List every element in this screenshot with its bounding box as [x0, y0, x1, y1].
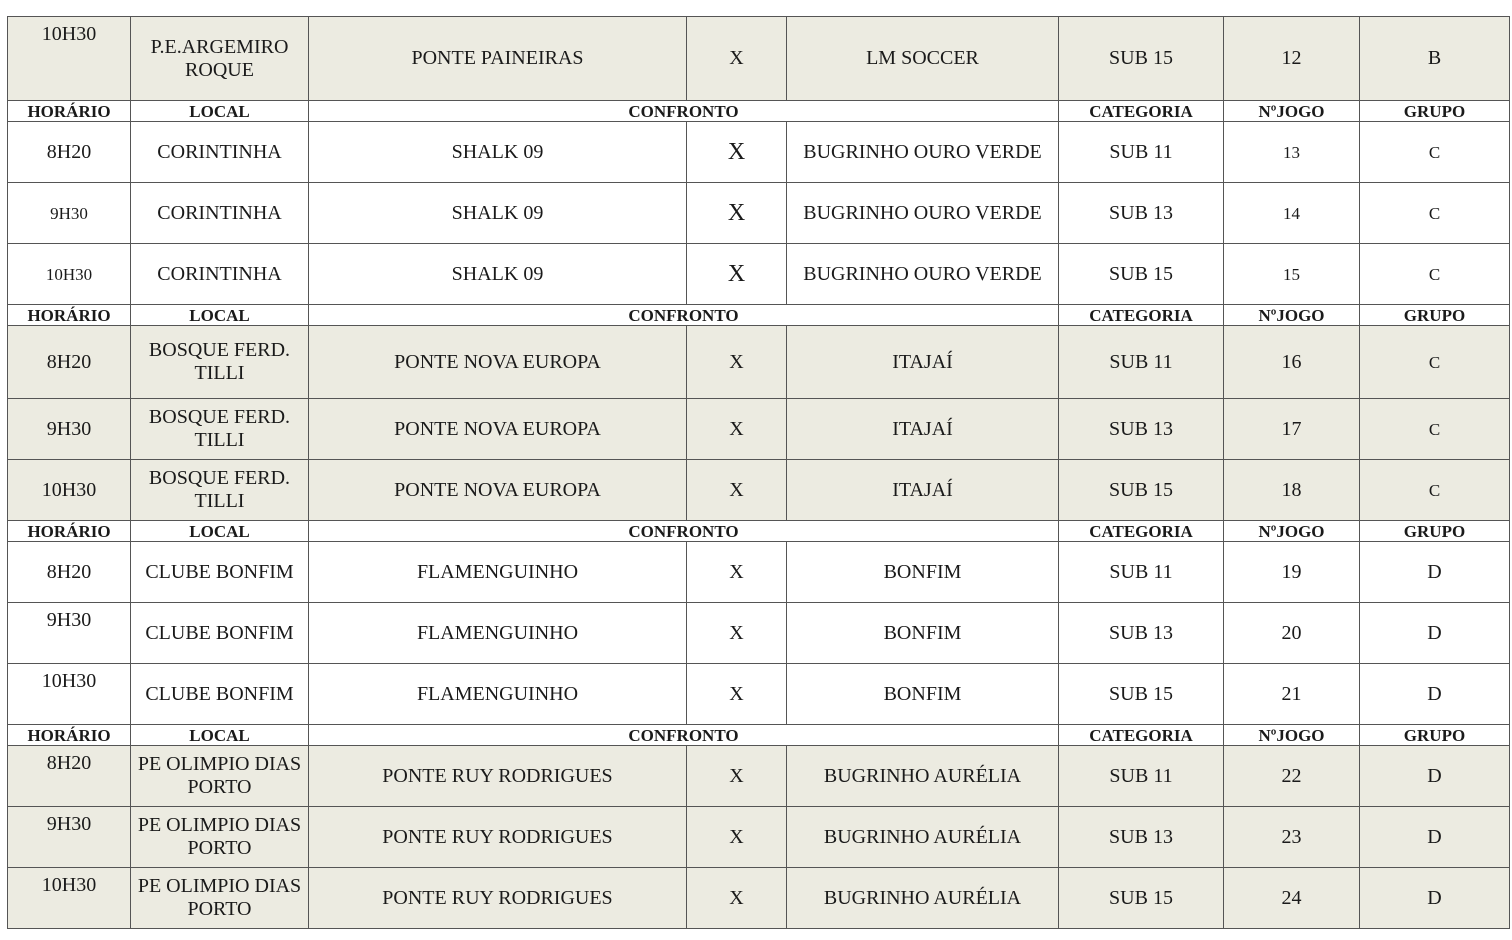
away-team-cell: BONFIM: [787, 542, 1059, 603]
time-cell: 8H20: [8, 122, 131, 183]
away-team-cell: BUGRINHO AURÉLIA: [787, 807, 1059, 868]
away-team-cell: ITAJAÍ: [787, 460, 1059, 521]
game-number-cell: 20: [1224, 603, 1360, 664]
game-row: [8, 746, 1510, 807]
game-number-cell: 22: [1224, 746, 1360, 807]
local-cell: PE OLIMPIO DIAS PORTO: [131, 807, 309, 868]
home-team-cell: PONTE RUY RODRIGUES: [309, 868, 687, 929]
game-row: [8, 807, 1510, 868]
local-cell: CLUBE BONFIM: [131, 603, 309, 664]
header-categoria: CATEGORIA: [1059, 521, 1224, 542]
group-cell: C: [1360, 399, 1510, 460]
local-cell: CORINTINHA: [131, 244, 309, 305]
away-team-cell: BUGRINHO AURÉLIA: [787, 746, 1059, 807]
game-number-cell: 17: [1224, 399, 1360, 460]
header-row: [8, 101, 1510, 122]
header-grupo: GRUPO: [1360, 725, 1510, 746]
header-horario: HORÁRIO: [8, 725, 131, 746]
versus-cell: X: [687, 664, 787, 725]
category-cell: SUB 13: [1059, 183, 1224, 244]
header-horario: HORÁRIO: [8, 521, 131, 542]
game-row: [8, 460, 1510, 521]
game-row: [8, 664, 1510, 725]
time-cell: 8H20: [8, 542, 131, 603]
game-number-cell: 13: [1224, 122, 1360, 183]
group-cell: C: [1360, 183, 1510, 244]
versus-cell: X: [687, 746, 787, 807]
versus-cell: X: [687, 17, 787, 101]
header-local: LOCAL: [131, 521, 309, 542]
game-row: [8, 326, 1510, 399]
game-number-cell: 16: [1224, 326, 1360, 399]
game-row: [8, 603, 1510, 664]
versus-cell: X: [687, 122, 787, 183]
category-cell: SUB 13: [1059, 399, 1224, 460]
group-cell: C: [1360, 122, 1510, 183]
local-cell: PE OLIMPIO DIAS PORTO: [131, 868, 309, 929]
category-cell: SUB 11: [1059, 326, 1224, 399]
header-jogo: NºJOGO: [1224, 101, 1360, 122]
time-cell: 10H30: [8, 460, 131, 521]
header-grupo: GRUPO: [1360, 305, 1510, 326]
category-cell: SUB 15: [1059, 868, 1224, 929]
away-team-cell: ITAJAÍ: [787, 399, 1059, 460]
home-team-cell: PONTE NOVA EUROPA: [309, 460, 687, 521]
group-cell: B: [1360, 17, 1510, 101]
away-team-cell: BUGRINHO OURO VERDE: [787, 244, 1059, 305]
header-grupo: GRUPO: [1360, 521, 1510, 542]
time-cell: 9H30: [8, 183, 131, 244]
local-cell: CORINTINHA: [131, 122, 309, 183]
game-row: [8, 244, 1510, 305]
category-cell: SUB 15: [1059, 664, 1224, 725]
game-row: [8, 17, 1510, 101]
schedule-table: [7, 16, 1510, 929]
away-team-cell: LM SOCCER: [787, 17, 1059, 101]
versus-cell: X: [687, 326, 787, 399]
time-cell: 9H30: [8, 807, 131, 868]
game-number-cell: 18: [1224, 460, 1360, 521]
away-team-cell: BONFIM: [787, 603, 1059, 664]
header-horario: HORÁRIO: [8, 101, 131, 122]
versus-cell: X: [687, 244, 787, 305]
schedule-body: [8, 17, 1510, 929]
game-row: [8, 399, 1510, 460]
time-cell: 10H30: [8, 664, 131, 725]
game-number-cell: 23: [1224, 807, 1360, 868]
header-jogo: NºJOGO: [1224, 305, 1360, 326]
time-cell: 10H30: [8, 17, 131, 101]
time-cell: 10H30: [8, 244, 131, 305]
versus-cell: X: [687, 603, 787, 664]
local-cell: CORINTINHA: [131, 183, 309, 244]
local-cell: CLUBE BONFIM: [131, 664, 309, 725]
home-team-cell: PONTE NOVA EUROPA: [309, 326, 687, 399]
header-jogo: NºJOGO: [1224, 521, 1360, 542]
game-number-cell: 24: [1224, 868, 1360, 929]
local-cell: PE OLIMPIO DIAS PORTO: [131, 746, 309, 807]
group-cell: C: [1360, 326, 1510, 399]
time-cell: 9H30: [8, 603, 131, 664]
away-team-cell: ITAJAÍ: [787, 326, 1059, 399]
home-team-cell: FLAMENGUINHO: [309, 542, 687, 603]
header-jogo: NºJOGO: [1224, 725, 1360, 746]
category-cell: SUB 15: [1059, 244, 1224, 305]
header-local: LOCAL: [131, 305, 309, 326]
home-team-cell: SHALK 09: [309, 183, 687, 244]
local-cell: BOSQUE FERD. TILLI: [131, 460, 309, 521]
home-team-cell: SHALK 09: [309, 122, 687, 183]
away-team-cell: BUGRINHO OURO VERDE: [787, 122, 1059, 183]
group-cell: C: [1360, 244, 1510, 305]
home-team-cell: PONTE RUY RODRIGUES: [309, 807, 687, 868]
header-confronto: CONFRONTO: [309, 521, 1059, 542]
local-cell: BOSQUE FERD. TILLI: [131, 326, 309, 399]
versus-cell: X: [687, 868, 787, 929]
game-number-cell: 19: [1224, 542, 1360, 603]
away-team-cell: BUGRINHO AURÉLIA: [787, 868, 1059, 929]
group-cell: D: [1360, 542, 1510, 603]
home-team-cell: SHALK 09: [309, 244, 687, 305]
header-row: [8, 725, 1510, 746]
group-cell: D: [1360, 746, 1510, 807]
game-number-cell: 21: [1224, 664, 1360, 725]
header-confronto: CONFRONTO: [309, 725, 1059, 746]
group-cell: D: [1360, 664, 1510, 725]
game-row: [8, 122, 1510, 183]
game-number-cell: 15: [1224, 244, 1360, 305]
header-local: LOCAL: [131, 101, 309, 122]
time-cell: 8H20: [8, 326, 131, 399]
versus-cell: X: [687, 807, 787, 868]
game-number-cell: 14: [1224, 183, 1360, 244]
group-cell: D: [1360, 807, 1510, 868]
category-cell: SUB 13: [1059, 807, 1224, 868]
group-cell: D: [1360, 868, 1510, 929]
local-cell: BOSQUE FERD. TILLI: [131, 399, 309, 460]
home-team-cell: FLAMENGUINHO: [309, 664, 687, 725]
category-cell: SUB 13: [1059, 603, 1224, 664]
group-cell: D: [1360, 603, 1510, 664]
versus-cell: X: [687, 183, 787, 244]
header-confronto: CONFRONTO: [309, 101, 1059, 122]
away-team-cell: BONFIM: [787, 664, 1059, 725]
header-categoria: CATEGORIA: [1059, 101, 1224, 122]
category-cell: SUB 11: [1059, 746, 1224, 807]
time-cell: 9H30: [8, 399, 131, 460]
home-team-cell: PONTE PAINEIRAS: [309, 17, 687, 101]
game-row: [8, 542, 1510, 603]
header-row: [8, 521, 1510, 542]
time-cell: 8H20: [8, 746, 131, 807]
home-team-cell: PONTE NOVA EUROPA: [309, 399, 687, 460]
category-cell: SUB 11: [1059, 542, 1224, 603]
home-team-cell: PONTE RUY RODRIGUES: [309, 746, 687, 807]
versus-cell: X: [687, 460, 787, 521]
local-cell: P.E.ARGEMIRO ROQUE: [131, 17, 309, 101]
local-cell: CLUBE BONFIM: [131, 542, 309, 603]
time-cell: 10H30: [8, 868, 131, 929]
group-cell: C: [1360, 460, 1510, 521]
header-confronto: CONFRONTO: [309, 305, 1059, 326]
game-number-cell: 12: [1224, 17, 1360, 101]
header-categoria: CATEGORIA: [1059, 725, 1224, 746]
away-team-cell: BUGRINHO OURO VERDE: [787, 183, 1059, 244]
header-categoria: CATEGORIA: [1059, 305, 1224, 326]
header-row: [8, 305, 1510, 326]
versus-cell: X: [687, 399, 787, 460]
versus-cell: X: [687, 542, 787, 603]
category-cell: SUB 11: [1059, 122, 1224, 183]
header-horario: HORÁRIO: [8, 305, 131, 326]
category-cell: SUB 15: [1059, 17, 1224, 101]
home-team-cell: FLAMENGUINHO: [309, 603, 687, 664]
game-row: [8, 868, 1510, 929]
game-row: [8, 183, 1510, 244]
header-grupo: GRUPO: [1360, 101, 1510, 122]
header-local: LOCAL: [131, 725, 309, 746]
category-cell: SUB 15: [1059, 460, 1224, 521]
